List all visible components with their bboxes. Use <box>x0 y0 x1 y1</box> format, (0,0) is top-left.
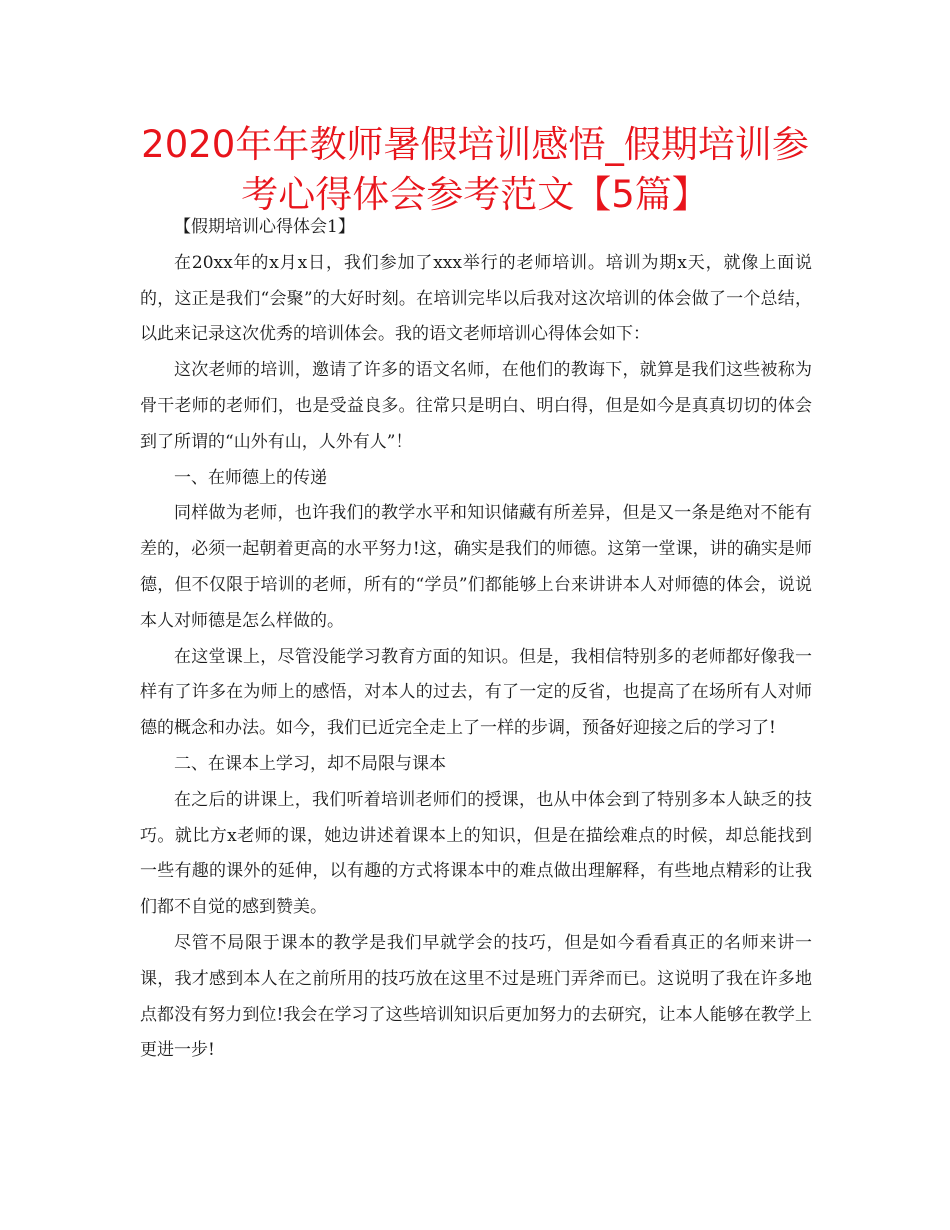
paragraph-textbook-2: 尽管不局限于课本的教学是我们早就学会的技巧，但是如今看看真正的名师来讲一课，我才感到本人在之前所用的技巧放在这里不过是班门弄斧而已。这说明了我在许多地点都没有努力到位!我会在学习了这些培训知识后更加努力的去研究，让本人能够在教学上更进一步! <box>140 932 812 1061</box>
heading-textbook: 二、在课本上学习，却不局限与课本 <box>174 753 446 774</box>
paragraph-intro: 在20xx年的x月x日，我们参加了xxx举行的老师培训。培训为期x天，就像上面说的，这正是我们“会聚”的大好时刻。在培训完毕以后我对这次培训的体会做了一个总结，以此来记录这次优秀的培训体会。我的语文老师培训心得体会如下： <box>140 252 812 345</box>
paragraph-ethics-1: 同样做为老师，也许我们的教学水平和知识储藏有所差异，但是又一条是绝对不能有差的，必须一起朝着更高的水平努力!这，确实是我们的师德。这第一堂课，讲的确实是师德，但不仅限于培训的老师，所有的“学员”们都能够上台来讲讲本人对师德的体会，说说本人对师德是怎么样做的。 <box>140 503 812 631</box>
heading-ethics: 一、在师德上的传递 <box>174 467 327 488</box>
document-body <box>140 210 812 1069</box>
title-line-2: 考心得体会参考范文【5篇】 <box>241 173 709 216</box>
paragraph-ethics-2: 在这堂课上，尽管没能学习教育方面的知识。但是，我相信特别多的老师都好像我一样有了许多在为师上的感悟，对本人的过去，有了一定的反省，也提高了在场所有人对师德的概念和办法。如今，我们已近完全走上了一样的步调，预备好迎接之后的学习了! <box>140 646 812 739</box>
section-label-experience-1: 【假期培训心得体会1】 <box>174 217 355 237</box>
document-title <box>100 120 850 220</box>
title-line-1: 2020年年教师暑假培训感悟_假期培训参 <box>141 123 809 166</box>
paragraph-teachers: 这次老师的培训，邀请了许多的语文名师，在他们的教诲下，就算是我们这些被称为骨干老师的老师们，也是受益良多。往常只是明白、明白得，但是如今是真真切切的体会到了所谓的“山外有山，人外有人”！ <box>140 360 812 452</box>
paragraph-textbook-1: 在之后的讲课上，我们听着培训老师们的授课，也从中体会到了特别多本人缺乏的技巧。就比方x老师的课，她边讲述着课本上的知识，但是在描绘难点的时候，却总能找到一些有趣的课外的延伸，以有趣的方式将课本中的难点做出理解释，有些地点精彩的让我们都不自觉的感到赞美。 <box>140 789 812 918</box>
